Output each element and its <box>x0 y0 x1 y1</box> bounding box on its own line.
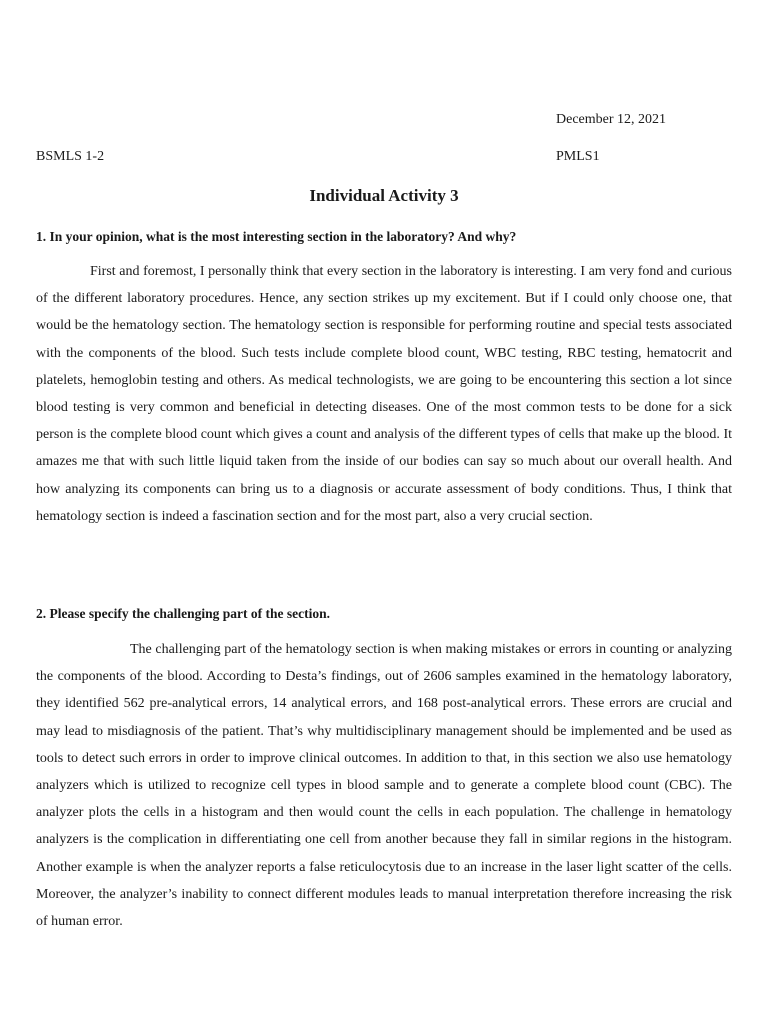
question-2-answer: The challenging part of the hematology section is when making mistakes or errors in counting or analyzing the components of the blood. According to Desta’s findings, out of 2606 samples examined in the hematology laboratory, they identified 562 pre-analytical errors, 14 analytical errors, and 168 post-analytical errors. These errors are crucial and may lead to misdiagnosis of the patient. That’s why multidisciplinary management should be implemented and be used as tools to detect such errors in order to improve clinical outcomes. In addition to that, in this section we also use hematology analyzers which is utilized to recognize cell types in blood sample and to generate a complete blood count (CBC). The analyzer plots the cells in a histogram and then would count the cells in each population. The challenge in hematology analyzers is the complication in differentiating one cell from another because they fall in similar regions in the histogram. Another example is when the analyzer reports a false reticulocytosis due to an increase in the laser light scatter of the cells. Moreover, the analyzer’s inability to connect different modules leads to manual interpretation therefore increasing the risk of human error. <box>36 642 732 930</box>
question-1-heading: 1. In your opinion, what is the most interesting section in the laboratory? And why? <box>36 229 517 244</box>
question-1-answer: First and foremost, I personally think that every section in the laboratory is interesting. I am very fond and curious of the different laboratory procedures. Hence, any section strikes up my excitement. But if I could only choose one, that would be the hematology section. The hematology section is responsible for performing routine and special tests associated with the components of the blood. Such tests include complete blood count, WBC testing, RBC testing, hematocrit and platelets, hemoglobin testing and others. As medical technologists, we are going to be encountering this section a lot since blood testing is very common and beneficial in detecting diseases. One of the most common tests to be done for a sick person is the complete blood count which gives a count and analysis of the different types of cells that make up the blood. It amazes me that with such little liquid taken from the inside of our bodies can say so much about our overall health. And how analyzing its components can bring us to a diagnosis or accurate assessment of body conditions. Thus, I think that hematology section is indeed a fascination section and for the most part, also a very crucial section. <box>36 264 732 524</box>
course-code: PMLS1 <box>556 149 600 164</box>
document-title: Individual Activity 3 <box>309 186 459 205</box>
question-2-heading: 2. Please specify the challenging part of the section. <box>36 606 330 621</box>
document-date: December 12, 2021 <box>556 112 667 127</box>
class-section: BSMLS 1-2 <box>36 149 105 164</box>
